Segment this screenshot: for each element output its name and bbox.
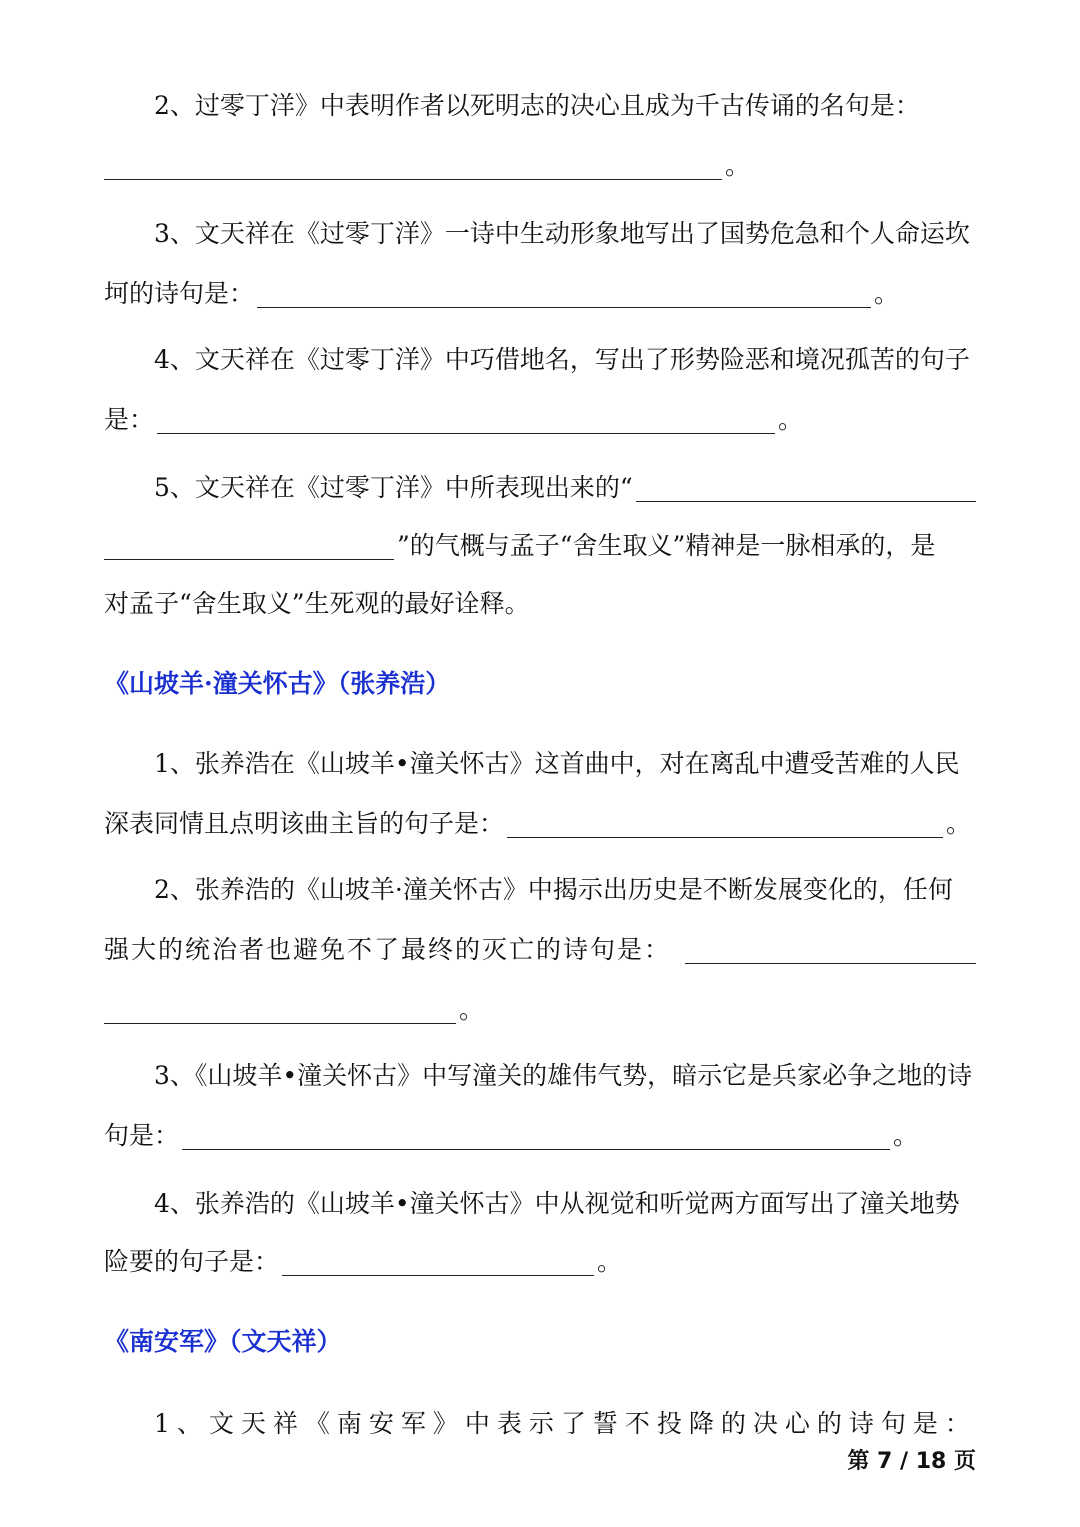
q5-line-3 <box>104 584 976 624</box>
answer-blank[interactable] <box>104 997 456 1024</box>
q2-line-2 <box>104 146 976 186</box>
question-text: 是： <box>104 405 155 434</box>
q2-line-1 <box>104 86 976 126</box>
question-text: 2、张养浩的《山坡羊·潼关怀古》中揭示出历史是不断发展变化的，任何 <box>154 875 953 904</box>
q4-line-2 <box>104 400 976 440</box>
q4-line-1 <box>104 340 976 380</box>
question-text: 2、过零丁洋》中表明作者以死明志的决心且成为千古传诵的名句是： <box>154 91 920 120</box>
s2-q2-line-2 <box>104 930 976 970</box>
question-text: 1、张养浩在《山坡羊•潼关怀古》这首曲中，对在离乱中遭受苦难的人民 <box>154 749 960 778</box>
question-text: 险要的句子是： <box>104 1247 280 1276</box>
answer-blank[interactable] <box>104 153 722 180</box>
question-text: ”的气概与孟子“舍生取义”精神是一脉相承的，是 <box>397 531 936 560</box>
s2-q1-line-2 <box>104 804 976 844</box>
punctuation: 。 <box>946 809 972 838</box>
q3-line-2 <box>104 274 976 314</box>
question-text: 4、文天祥在《过零丁洋》中巧借地名，写出了形势险恶和境况孤苦的句子 <box>154 345 970 374</box>
punctuation: 。 <box>778 405 804 434</box>
question-text: 坷的诗句是： <box>104 279 255 308</box>
punctuation: 。 <box>459 995 485 1024</box>
q3-line-1 <box>104 214 976 254</box>
s2-q3-line-2 <box>104 1116 976 1156</box>
punctuation: 。 <box>893 1121 919 1150</box>
s2-q3-line-1 <box>104 1056 976 1096</box>
question-text: 5、文天祥在《过零丁洋》中所表现出来的“ <box>154 473 633 502</box>
s2-q4-line-1 <box>104 1184 976 1224</box>
punctuation: 。 <box>597 1247 623 1276</box>
answer-blank[interactable] <box>636 475 976 502</box>
s3-q1-line-1 <box>104 1404 976 1444</box>
question-text: 强大的统治者也避免不了最终的灭亡的诗句是： <box>104 935 672 964</box>
answer-blank[interactable] <box>685 937 976 964</box>
punctuation: 。 <box>874 279 900 308</box>
q5-line-2 <box>104 526 976 566</box>
punctuation: 。 <box>725 151 751 180</box>
question-text: 4、张养浩的《山坡羊•潼关怀古》中从视觉和听觉两方面写出了潼关地势 <box>154 1189 960 1218</box>
question-text: 3、《山坡羊•潼关怀古》中写潼关的雄伟气势，暗示它是兵家必争之地的诗 <box>154 1061 973 1090</box>
answer-blank[interactable] <box>182 1123 890 1150</box>
section-heading: 《南安军》（文天祥） <box>104 1327 342 1356</box>
page-number: 第 7 / 18 页 <box>847 1449 976 1474</box>
answer-blank[interactable] <box>282 1249 594 1276</box>
question-text: 深表同情且点明该曲主旨的句子是： <box>104 809 505 838</box>
s2-q1-line-1 <box>104 744 976 784</box>
answer-blank[interactable] <box>157 407 775 434</box>
question-text: 3、文天祥在《过零丁洋》一诗中生动形象地写出了国势危急和个人命运坎 <box>154 219 970 248</box>
q5-line-1 <box>104 468 976 508</box>
answer-blank[interactable] <box>507 811 943 838</box>
answer-blank[interactable] <box>104 533 394 560</box>
question-text: 句是： <box>104 1121 180 1150</box>
s2-q4-line-2 <box>104 1242 976 1282</box>
s2-q2-line-3 <box>104 990 976 1030</box>
answer-blank[interactable] <box>257 281 871 308</box>
question-text: 对孟子“舍生取义”生死观的最好诠释。 <box>104 589 530 618</box>
question-text: 1、文天祥《南安军》中表示了誓不投降的决心的诗句是： <box>154 1409 977 1438</box>
s2-q2-line-1 <box>104 870 976 910</box>
section-heading: 《山坡羊·潼关怀古》（张养浩） <box>104 669 451 698</box>
